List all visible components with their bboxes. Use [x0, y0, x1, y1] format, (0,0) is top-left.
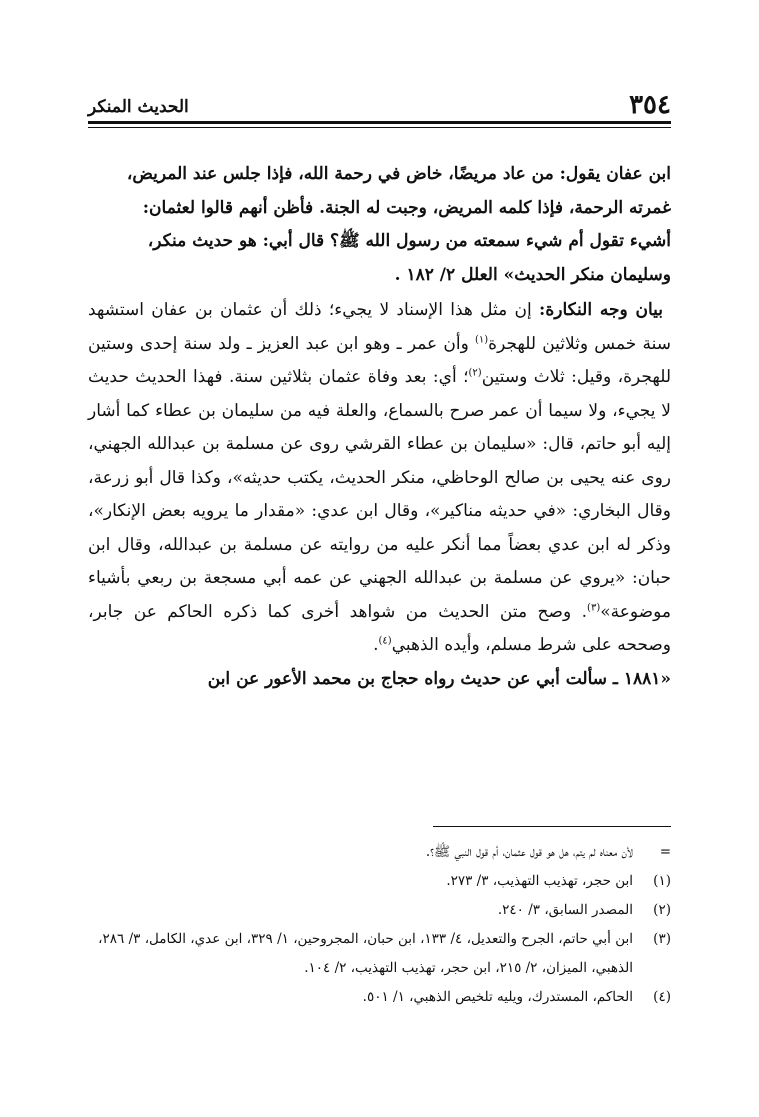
- next-entry-heading: «١٨٨١ ـ سألت أبي عن حديث رواه حجاج بن محمد الأعور عن ابن: [207, 668, 671, 689]
- footnote-text: المصدر السابق، ٣/ ٢٤٠.: [497, 902, 633, 918]
- page-number: ٣٥٤: [629, 90, 671, 120]
- footnote-ref-2[interactable]: (٢): [468, 367, 482, 379]
- footnote-item: [88, 983, 671, 1012]
- analysis-text: إن مثل هذا الإسناد لا يجيء؛ ذلك أن عثمان بن عفان استشهد سنة خمس وثلاثين للهجرة: [88, 300, 671, 354]
- footnote-text: لأن معناه لم يتم، هل هو قول عثمان، أم قول النبي ﷺ؟.: [425, 844, 633, 860]
- footnote-ref-1[interactable]: (١): [474, 333, 489, 345]
- analysis-text: وأن عمر ـ وهو ابن عبد العزيز ـ ولد سنة إحدى وستين للهجرة، وقيل: ثلاث وستين: [88, 333, 671, 387]
- footnote-item: [88, 838, 671, 867]
- footnote-ref-4[interactable]: (٤): [378, 635, 392, 647]
- running-title: الحديث المنكر: [88, 97, 189, 117]
- analysis-paragraph: [88, 294, 671, 663]
- footnote-item: [88, 925, 671, 983]
- footnote-mark: (٤): [653, 989, 671, 1005]
- analysis-heading: بيان وجه النكارة:: [539, 300, 664, 320]
- footnote-mark: (١): [653, 873, 671, 889]
- header-rule-thick: [88, 121, 671, 124]
- entry-line: ابن عفان يقول: من عاد مريضًا، خاض في رحمة الله، فإذا جلس عند المريض،: [126, 164, 671, 184]
- quoted-entry: [88, 158, 671, 292]
- entry-line: وسليمان منكر الحديث» العلل ٢/ ١٨٢ .: [394, 264, 671, 285]
- analysis-text: .: [373, 635, 379, 655]
- footnote-ref-3[interactable]: (٣): [587, 601, 601, 613]
- analysis-text: . وصح متن الحديث من شواهد أخرى كما ذكره الحاكم عن جابر، وصححه على شرط مسلم، وأيده الذهبي: [88, 601, 671, 655]
- main-text: [88, 158, 671, 696]
- footnote-mark: (٢): [653, 902, 671, 918]
- page-header: [88, 86, 671, 120]
- entry-line: أشيء تقول أم شيء سمعته من رسول الله ﷺ؟ قال أبي: هو حديث منكر،: [147, 231, 671, 251]
- footnote-item: [88, 896, 671, 925]
- footnote-item: [88, 867, 671, 896]
- footnote-text: الحاكم، المستدرك، ويليه تلخيص الذهبي، ١/ ٥٠١.: [362, 989, 633, 1005]
- footnote-text: ابن حجر، تهذيب التهذيب، ٣/ ٢٧٣.: [446, 873, 633, 889]
- header-rule-thin: [88, 127, 671, 128]
- footnotes: [88, 838, 671, 1012]
- footnote-separator: [433, 826, 671, 827]
- footnote-text: ابن أبي حاتم، الجرح والتعديل، ٤/ ١٣٣، ابن حبان، المجروحين، ١/ ٣٢٩، ابن عدي، الكامل، ٣/ ٢٨٦، الذهبي، الميزان، ٢/ ٢١٥، ابن حجر، تهذيب التهذيب، ٢/ ١٠٤.: [98, 931, 633, 976]
- entry-line: غمرته الرحمة، فإذا كلمه المريض، وجبت له الجنة. فأظن أنهم قالوا لعثمان:: [142, 197, 671, 218]
- analysis-text: ؛ أي: بعد وفاة عثمان بثلاثين سنة. فهذا الحديث حديث لا يجيء، ولا سيما أن عمر صرح بالسماع، والعلة فيه من سليمان بن عطاء كما أشار إليه أبو حاتم، قال: «سليمان بن عطاء القرشي روى عن مسلمة بن عبدالله الجهني، روى عنه يحيى بن صالح الوحاظي، منكر الحديث، يكتب حديثه»، وكذا قال أبو زرعة، وقال البخاري: «في حديثه مناكير»، وقال ابن عدي: «مقدار ما يرويه بعض الإنكار»، وذكر له ابن عدي بعضاً مما أنكر عليه من روايته عن مسلمة بن عبدالله، وقال ابن حبان: «يروي عن مسلمة بن عبدالله الجهني عن عمه أبي مسجعة بن ربعي بأشياء موضوعة»: [88, 367, 671, 622]
- footnote-mark: =: [659, 844, 671, 860]
- footnote-mark: (٣): [653, 931, 671, 947]
